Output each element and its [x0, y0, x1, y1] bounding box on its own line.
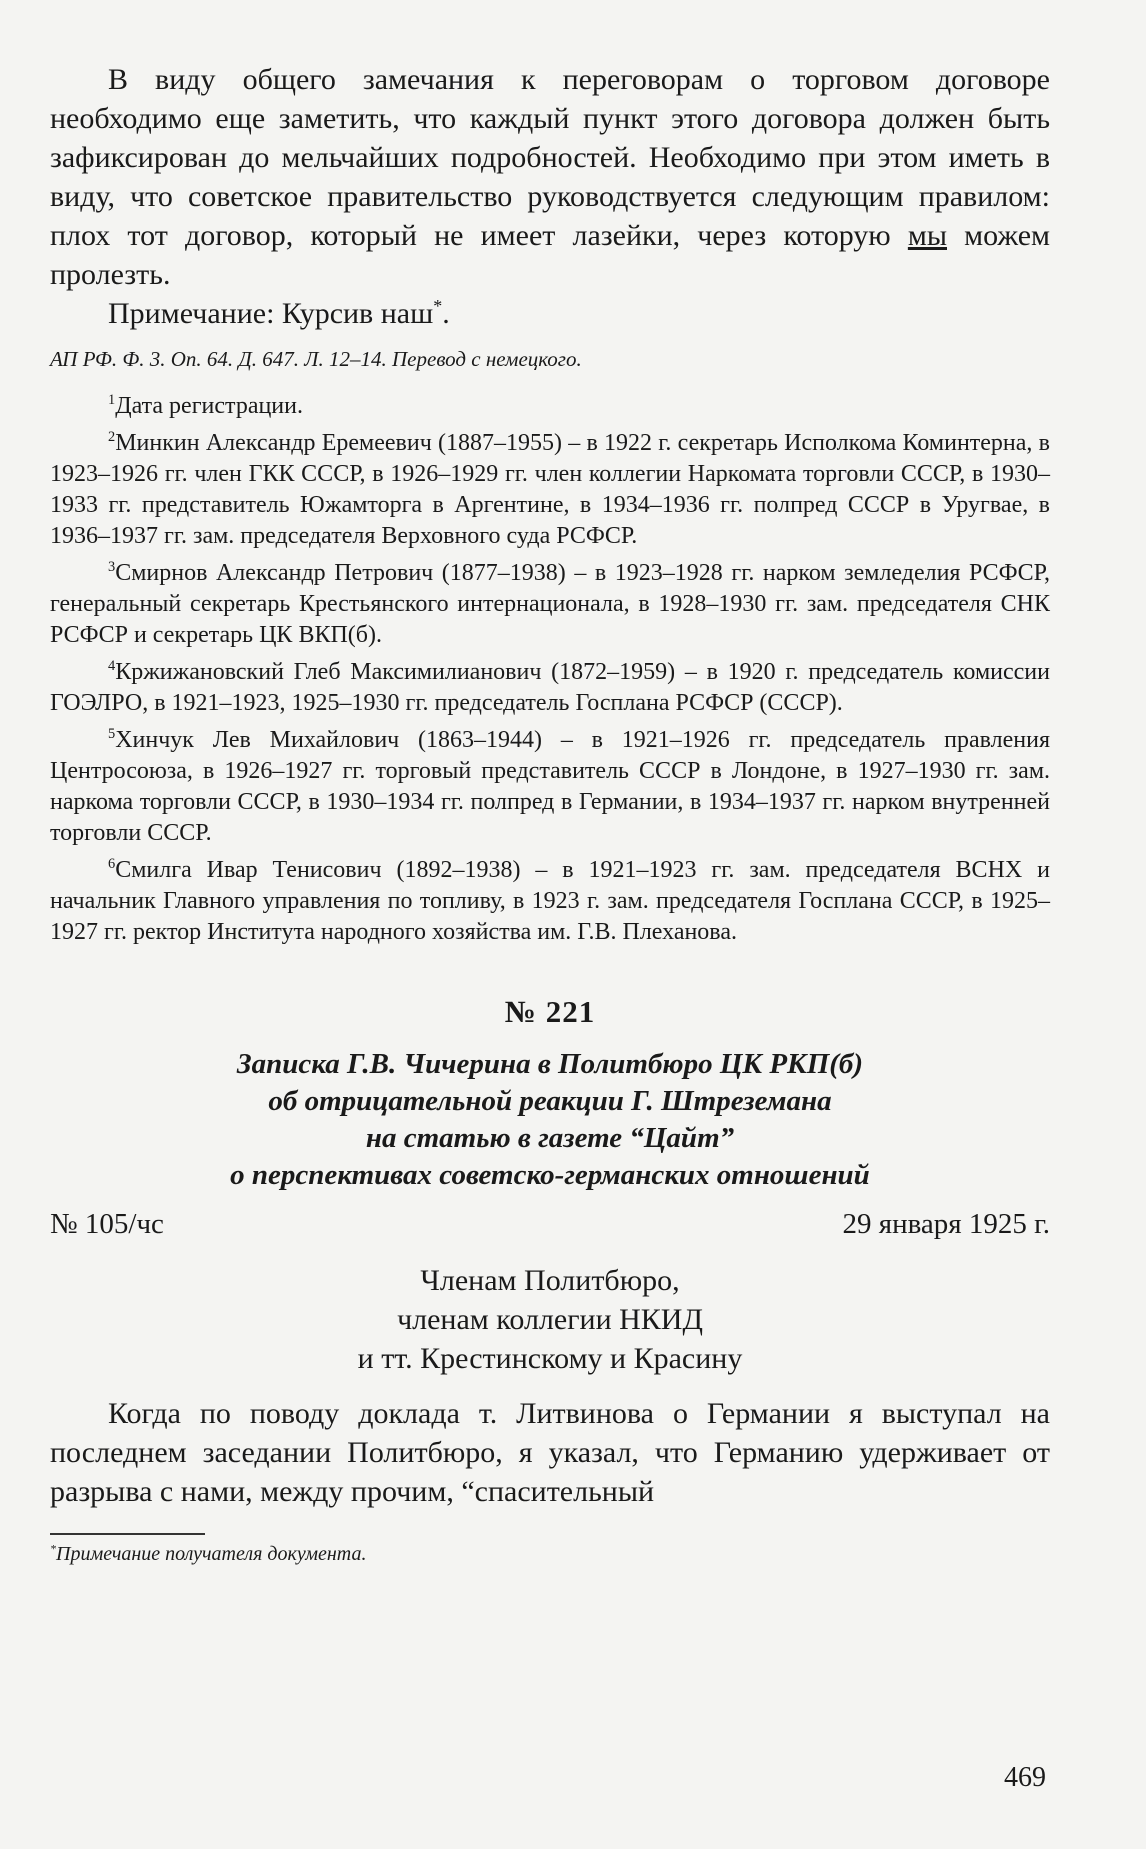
registration-number: № 105/чс [50, 1208, 164, 1240]
title-line: о перспективах советско-германских отношений [230, 1159, 870, 1191]
document-meta [50, 1206, 1050, 1243]
footnote-text: Минкин Александр Еремеевич (1887–1955) – в 1922 г. секретарь Исполкома Коминтерна, в 1923–1926 гг. член ГКК СССР, в 1926–1929 гг. член коллегии Наркомата торговли СССР, в 1930–1933 гг. представитель Южамторга в Аргентине, в 1934–1936 гг. полпред СССР в Уругвае, в 1936–1937 гг. зам. председателя Верховного суда РСФСР. [50, 430, 1050, 549]
footnote-number: 2 [108, 429, 116, 445]
footnote [50, 428, 1050, 552]
body-paragraph [50, 60, 1050, 294]
footnote-text: Дата регистрации. [115, 393, 303, 419]
footnotes [50, 391, 1050, 948]
page-number: 469 [1004, 1762, 1046, 1793]
footnote-separator [50, 1533, 205, 1535]
title-line: Записка Г.В. Чичерина в Политбюро ЦК РКП(б) [236, 1048, 864, 1080]
title-line: на статью в газете “Цайт” [365, 1122, 735, 1154]
footnote-text: Кржижановский Глеб Максимилианович (1872–1959) – в 1920 г. председатель комиссии ГОЭЛРО, в 1921–1923, 1925–1930 гг. председатель Госплана РСФСР (СССР). [50, 659, 1050, 716]
paragraph-text: В виду общего замечания к переговорам о торговом договоре необходимо еще заметить, что каждый пункт этого договора должен быть зафиксирован до мельчайших подробностей. Необходимо при этом иметь в виду, что советское правительство руководствуется следующим правилом: плох тот договор, который не имеет лазейки, через которую [50, 63, 1050, 252]
addressee-line: членам коллегии НКИД [397, 1303, 703, 1336]
document-page [50, 60, 1050, 1567]
addressee-line: и тт. Крестинскому и Красину [357, 1342, 743, 1375]
recipient-note [50, 1541, 1050, 1567]
footnote-text: Смирнов Александр Петрович (1877–1938) – в 1923–1928 гг. нарком земледелия РСФСР, генеральный секретарь Крестьянского интернационала, в 1928–1930 гг. зам. председателя СНК РСФСР и секретарь ЦК ВКП(б). [50, 560, 1050, 648]
addressee [50, 1261, 1050, 1378]
italics-note [50, 294, 1050, 333]
footnote-number: 3 [108, 559, 116, 575]
document-title [50, 1046, 1050, 1194]
footnote [50, 657, 1050, 719]
archive-source: АП РФ. Ф. 3. Оп. 64. Д. 647. Л. 12–14. Перевод с немецкого. [50, 347, 582, 371]
addressee-line: Членам Политбюро, [420, 1264, 680, 1297]
document-date: 29 января 1925 г. [842, 1208, 1050, 1240]
underlined-word: мы [907, 219, 947, 252]
footnote-number: 6 [108, 856, 116, 872]
footnote [50, 725, 1050, 849]
footnote [50, 558, 1050, 651]
footnote [50, 855, 1050, 948]
footnote-number: 1 [108, 392, 116, 408]
recipient-note-text: Примечание получателя документа. [56, 1543, 367, 1565]
footnote-text: Смилга Ивар Тенисович (1892–1938) – в 1921–1923 гг. зам. председателя ВСНХ и начальник Главного управления по топливу, в 1923 г. зам. председателя Госплана СССР, в 1925–1927 гг. ректор Института народного хозяйства им. Г.В. Плеханова. [50, 857, 1050, 945]
footnote [50, 391, 1050, 422]
note-mark: * [433, 296, 443, 316]
document-number: № 221 [504, 994, 596, 1029]
note-text: Примечание: Курсив наш [108, 297, 434, 330]
note-mark: * [50, 1541, 56, 1556]
title-line: об отрицательной реакции Г. Штреземана [268, 1085, 832, 1117]
paragraph-text-end: можем пролезть. [50, 219, 1050, 291]
footnote-number: 4 [108, 658, 116, 674]
footnote-number: 5 [108, 726, 116, 742]
note-end: . [442, 297, 450, 330]
letter-body: Когда по поводу доклада т. Литвинова о Германии я выступал на последнем заседании Политбюро, я указал, что Германию удерживает от разрыва с нами, между прочим, “спасительный [50, 1397, 1050, 1508]
footnote-text: Хинчук Лев Михайлович (1863–1944) – в 1921–1926 гг. председатель правления Центросоюза, в 1926–1927 гг. торговый представитель СССР в Лондоне, в 1927–1930 гг. зам. наркома торговли СССР, в 1930–1934 гг. полпред в Германии, в 1934–1937 гг. нарком внутренней торговли СССР. [50, 727, 1050, 846]
